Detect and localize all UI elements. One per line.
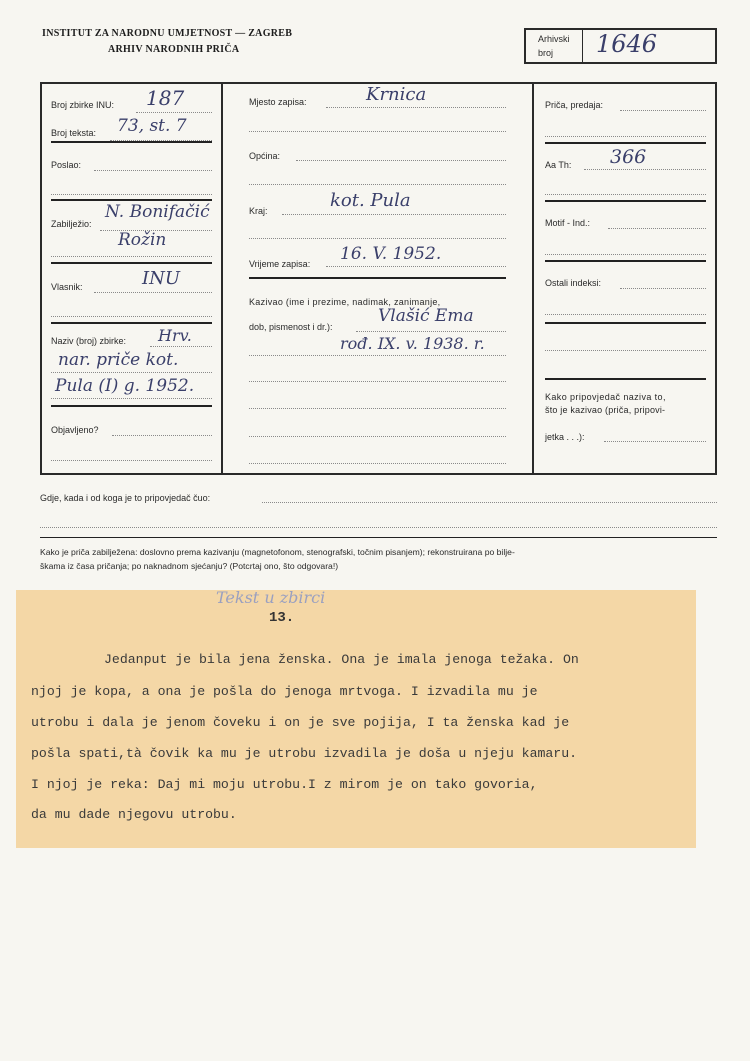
archive-number-label-2: broj	[538, 48, 554, 58]
district-value: kot. Pula	[330, 190, 411, 211]
district-label: Kraj:	[249, 206, 268, 216]
left-rule-5	[51, 405, 212, 407]
owner-line-1	[94, 292, 212, 293]
narrator-line-4	[249, 408, 506, 409]
time-line	[326, 266, 506, 267]
municipality-line	[296, 160, 506, 161]
place-line	[326, 107, 506, 108]
right-rule-2	[545, 200, 706, 202]
how-recorded-line-2: škama iz časa pričanja; po naknadnom sjećanju? (Potcrtaj ono, što odgovara!)	[40, 561, 339, 571]
story-line: Jedanput je bila jena ženska. Ona je imala jenoga težaka. On	[104, 652, 579, 667]
narrator-label-2: dob, pismenost i dr.):	[249, 322, 333, 332]
owner-line-2	[51, 316, 212, 317]
narrator-value-1: Vlašić Ema	[378, 306, 474, 326]
place-label: Mjesto zapisa:	[249, 97, 307, 107]
recorded-label: Zabilježio:	[51, 219, 92, 229]
naming-label-2: što je kazivao (priča, pripovi-	[545, 405, 666, 415]
place-line-2	[249, 131, 506, 132]
narrator-line-1	[356, 331, 506, 332]
story-line-1	[620, 110, 706, 111]
narrator-line-3	[249, 381, 506, 382]
published-line-2	[51, 460, 212, 461]
institute-title: INSTITUT ZA NARODNU UMJETNOST — ZAGREB	[42, 28, 293, 39]
recorded-value-2: Rožin	[118, 230, 167, 250]
aath-line-2	[545, 194, 706, 195]
left-rule-2	[51, 199, 212, 201]
owner-value: INU	[142, 268, 181, 289]
collection-value-1: Hrv.	[158, 326, 192, 345]
story-number: 13.	[269, 610, 295, 626]
archive-title: ARHIV NARODNIH PRIČA	[108, 44, 240, 55]
left-rule-1	[51, 141, 212, 143]
left-rule-4	[51, 322, 212, 324]
time-label: Vrijeme zapisa:	[249, 259, 311, 269]
district-line-2	[249, 238, 506, 239]
collection-label: Naziv (broj) zbirke:	[51, 336, 127, 346]
text-number-value: 73, st. 7	[117, 116, 187, 136]
motif-label: Motif - Ind.:	[545, 218, 591, 228]
how-recorded-line-1: Kako je priča zabilježena: doslovno prema kazivanju (magnetofonom, stenografski, točnim pisanjem); rekonstruirana po bilje-	[40, 547, 515, 557]
where-line-2	[40, 527, 717, 528]
narrator-value-2: rođ. IX. v. 1938. r.	[340, 334, 485, 353]
time-value: 16. V. 1952.	[340, 244, 442, 264]
right-rule-3	[545, 260, 706, 262]
collection-line-1	[150, 346, 212, 347]
place-value: Krnica	[366, 84, 427, 105]
narrator-line-5	[249, 436, 506, 437]
recorded-line-2	[51, 256, 212, 257]
collection-line-3	[51, 398, 212, 399]
district-line	[282, 214, 506, 215]
published-label: Objavljeno?	[51, 425, 99, 435]
naming-label-1: Kako pripovjedač naziva to,	[545, 392, 666, 402]
other-line-2	[545, 314, 706, 315]
naming-line	[604, 441, 706, 442]
story-line: da mu dade njegovu utrobu.	[31, 807, 237, 822]
sent-label: Poslao:	[51, 160, 82, 170]
inu-line	[136, 112, 212, 113]
other-line	[620, 288, 706, 289]
aath-label: Aa Th:	[545, 160, 572, 170]
story-line: njoj je kopa, a ona je pošla do jenoga mrtvoga. I izvadila mu je	[31, 684, 538, 699]
collection-value-2: nar. priče kot.	[58, 350, 179, 370]
pasted-typescript	[16, 590, 696, 848]
story-label: Priča, predaja:	[545, 100, 604, 110]
where-line-1	[262, 502, 717, 503]
right-rule-4	[545, 322, 706, 324]
aath-value: 366	[610, 146, 647, 168]
archive-box-divider	[582, 28, 583, 64]
motif-line	[608, 228, 706, 229]
story-line-2	[545, 136, 706, 137]
collection-value-3: Pula (I) g. 1952.	[55, 376, 195, 396]
municipality-label: Općina:	[249, 151, 281, 161]
right-rule-5	[545, 378, 706, 380]
right-column-divider	[532, 82, 534, 475]
published-line-1	[112, 435, 212, 436]
left-column-divider	[221, 82, 223, 475]
where-label: Gdje, kada i od koga je to pripovjedač čuo:	[40, 493, 211, 503]
text-number-label: Broj teksta:	[51, 128, 97, 138]
narrator-line-6	[249, 463, 506, 464]
right-rule-1	[545, 142, 706, 144]
inu-label: Broj zbirke INU:	[51, 100, 115, 110]
inu-value: 187	[146, 86, 185, 110]
story-line: I njoj je reka: Daj mi moju utrobu.I z mirom je on tako govoria,	[31, 777, 538, 792]
municipality-line-2	[249, 184, 506, 185]
narrator-line-2	[249, 355, 506, 356]
left-rule-3	[51, 262, 212, 264]
other-index-label: Ostali indeksi:	[545, 278, 602, 288]
owner-label: Vlasnik:	[51, 282, 83, 292]
aath-line	[584, 169, 706, 170]
archive-number-label-1: Arhivski	[538, 34, 570, 44]
narrator-label-1: Kazivao (ime i prezime, nadimak, zanimanje,	[249, 297, 441, 307]
recorded-value-1: N. Bonifačić	[105, 202, 210, 222]
sent-line-1	[94, 170, 212, 171]
bottom-rule	[40, 537, 717, 538]
middle-rule-1	[249, 277, 506, 279]
archive-number-value: 1646	[596, 30, 658, 58]
motif-line-2	[545, 254, 706, 255]
pencil-note: Tekst u zbirci	[216, 588, 326, 607]
other-line-3	[545, 350, 706, 351]
sent-line-2	[51, 194, 212, 195]
naming-label-3: jetka . . .):	[545, 432, 585, 442]
story-line: pošla spati,tà čovik ka mu je utrobu izvadila je doša u njeju kamaru.	[31, 746, 578, 761]
collection-line-2	[51, 372, 212, 373]
story-line: utrobu i dala je jenom čoveku i on je sve pojija, I ta ženska kad je	[31, 715, 570, 730]
